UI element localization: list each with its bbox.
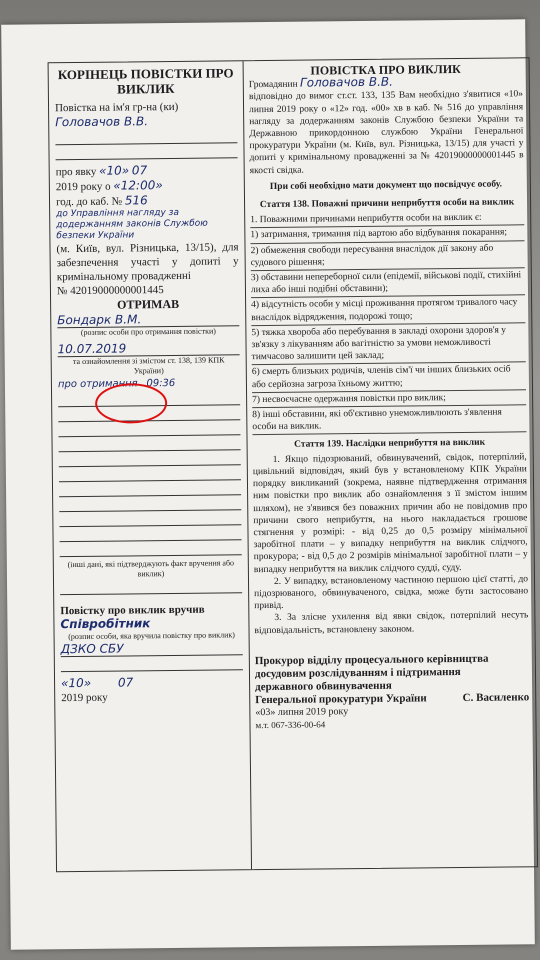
article-138-item: 6) смерть близьких родичів, членів сім'ї чи інших близьких осіб або серйозна загроза їхньому життю; <box>252 363 526 393</box>
blank-line <box>59 451 241 467</box>
signer-line-2: досудовим розслідуванням і підтримання <box>254 665 461 680</box>
summons-column <box>249 62 530 731</box>
blank-line <box>59 481 241 497</box>
case-number: № 42019000000001445 <box>56 284 164 298</box>
article-138-item: 4) відсутність особи у місці проживання протягом тривалого часу внаслідок відрядження, подорожі тощо; <box>251 296 525 326</box>
summons-title: ПОВІСТКА ПРО ВИКЛИК <box>310 61 461 78</box>
summons-main-paragraph: відповідно до вимог ст.ст. 133, 135 Вам необхідно з'явитися «10» липня 2019 року о «12» год. «00» хв в каб. № 516 до управління нагляду за додержанням законів Службою безпеки України та Державною прикордонною службою України Генеральної прокуратури України (м. Київ, вул. Різницька, 13/15) для участі у допиті у кримінальному провадженні за № 42019000000001445 в якості свідка. <box>248 89 524 176</box>
article-139-part3: 3. За злісне ухилення від явки свідок, потерпілий несуть відповідальність, встановлену законом. <box>254 610 529 636</box>
document-note: При собі необхідно мати документ що посвідчує особу. <box>269 179 502 192</box>
article-138-item: 2) обмеження свободи пересування внаслідок дії закону або судового рішення; <box>250 241 524 271</box>
bottom-day: «10» <box>60 675 92 691</box>
received-title: ОТРИМАВ <box>117 296 180 312</box>
article-138-item: 7) несвоєчасне одержання повістки про виклик; <box>252 390 526 408</box>
received-date: 10.07.2019 <box>57 340 239 357</box>
citizen-label: Громадянин <box>248 79 298 91</box>
year-prefix: 2019 року о <box>55 180 111 194</box>
article-138-item: 8) інші обставини, які об'єктивно унеможливлюють з'явлення особи на виклик. <box>252 405 526 435</box>
blank-line <box>59 496 241 512</box>
blank-line <box>60 579 242 595</box>
counterfoil-title: КОРІНЕЦЬ ПОВІСТКИ ПРО ВИКЛИК <box>57 65 234 97</box>
article-138-intro: 1. Поважними причинами неприбуття особи на виклик є: <box>250 211 524 229</box>
room-label: год. до каб. № <box>55 195 123 209</box>
phone-number: м.т. 067-336-00-64 <box>255 719 326 731</box>
signer-name: С. Василенко <box>462 691 530 704</box>
appear-time: «12:00» <box>113 178 163 193</box>
delivered-caption: (розпис особи, яка вручила повістку про виклик) <box>68 630 235 642</box>
article-139-part2: 2. У випадку, встановленому частиною першою цієї статті, до підозрюваного, обвинуваченого, свідка, може бути застосовано привід. <box>254 574 529 612</box>
sign-date: «03» липня 2019 року <box>255 705 349 718</box>
for-name-value: Головачов В.В. <box>55 114 149 130</box>
blank-line <box>59 511 241 527</box>
article-139-part1: 1. Якщо підозрюваний, обвинувачений, свідок, потерпілий, цивільний відповідач, який був у встановленому КПК України порядку викликаний (зокрема, наявне підтвердження отримання ним повістки про виклик або ознайомлення з її змістом іншим шляхом), не з'явився без поважних причин або не повідомив про причини свого неприбуття, на нього накладається грошове стягнення у розмірі: - від 0,25 до 0,5 розміру мінімальної заробітної плати – у випадку неприбуття на виклик слідчого, прокурора; - від 0,5 до 2 розмірів мінімальної заробітної плати – у випадку неприбуття на виклик слідчого судді, суду. <box>252 451 528 575</box>
appear-month: 07 <box>131 163 148 178</box>
blank-line <box>59 466 241 482</box>
blank-line <box>55 129 237 145</box>
article-138-item: 3) обставини непереборної сили (епідемії, військові події, стихійні лиха або інші подібні обставини); <box>251 268 525 298</box>
received-signature: Бондарк В.М. <box>57 311 239 328</box>
blank-line <box>55 144 237 160</box>
for-name-label: Повістка на ім'я гр-на (ки) <box>54 100 179 115</box>
delivered-signature: Співробітник <box>60 616 151 632</box>
blank-line <box>59 436 241 452</box>
department-handwritten: до Управління нагляду за додержанням законів Службою безпеки України <box>56 207 208 242</box>
blank-line <box>61 656 243 672</box>
received-caption: (розпис особи про отримання повістки) <box>80 326 216 337</box>
signer-line-1: Прокурор відділу процесуального керівництва <box>254 652 489 667</box>
acquaint-handwritten: про отримання <box>57 378 138 391</box>
citizen-name: Головачов В.В. <box>299 74 393 90</box>
appear-label: про явку <box>55 165 97 179</box>
delivered-org: ДЗКО СБУ <box>61 640 243 657</box>
summons-document <box>1 19 535 949</box>
acquaint-caption: та ознайомлення зі змістом ст. 138, 139 КПК України) <box>72 355 225 376</box>
delivered-label: Повістку про виклик вручив <box>60 603 205 618</box>
blank-line <box>59 526 241 542</box>
signer-line-4: Генеральної прокуратури України <box>255 692 427 706</box>
bottom-month: 07 <box>117 675 134 690</box>
article-138-title: Стаття 138. Поважні причини неприбуття особи на виклик <box>259 197 515 211</box>
other-data-caption: (інші дані, які підтверджують факт вручення або виклик) <box>67 558 235 579</box>
blank-line <box>60 541 242 557</box>
article-138-item: 5) тяжка хвороба або перебування в закладі охорони здоров'я у зв'язку з лікуванням або вагітністю за умови неможливості тимчасово залишити цей заклад; <box>251 323 525 365</box>
received-time: 09:36 <box>146 377 176 390</box>
document-frame <box>48 57 538 872</box>
signer-line-3: державного обвинувачення <box>255 679 392 693</box>
bottom-year: 2019 року <box>61 691 108 705</box>
article-138-item: 1) затримання, тримання під вартою або відбування покарання; <box>250 226 524 244</box>
room-value: 516 <box>124 193 148 208</box>
address-text: (м. Київ, вул. Різницька, 13/15), для забезпечення участі у допиті у кримінальному провадженні <box>56 241 239 284</box>
blank-line <box>58 421 240 437</box>
article-139-title: Стаття 139. Наслідки неприбуття на виклик <box>294 438 486 451</box>
appear-day: «10» <box>98 163 130 178</box>
